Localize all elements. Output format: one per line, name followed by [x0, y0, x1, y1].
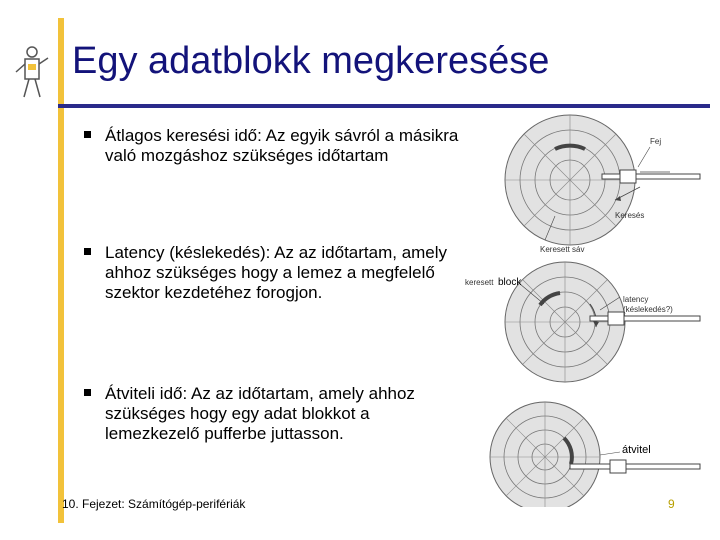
bullet-text: Latency (késlekedés): Az az időtartam, amely ahhoz szükséges hogy a lemez a megfelelő szektor kezdetéhez forogjon. [105, 243, 448, 302]
mascot-logo-icon [12, 42, 52, 102]
slide-title: Egy adatblokk megkeresése [72, 40, 550, 82]
bullet-text: Átlagos keresési idő: Az egyik sávról a másikra való mozgáshoz szükséges időtartam [105, 126, 459, 165]
label-seek: Keresés [615, 211, 645, 220]
page-number: 9 [668, 497, 675, 511]
label-latency: latency [623, 295, 649, 304]
title-divider [58, 104, 710, 108]
disk-seek-diagram [505, 115, 700, 254]
bullet-seek-time [84, 126, 459, 166]
label-head: Fej [650, 137, 662, 146]
bullet-square-icon [84, 389, 91, 396]
disk-diagram [460, 112, 710, 507]
bullet-square-icon [84, 131, 91, 138]
label-transfer: átvitel [622, 444, 651, 456]
bullet-latency [84, 243, 459, 303]
label-searched: keresett [465, 278, 494, 287]
disk-transfer-diagram [490, 402, 700, 507]
label-target-track: Keresett sáv [540, 245, 585, 254]
bullet-text: Átviteli idő: Az az időtartam, amely ahhoz szükséges hogy egy adat blokkot a lemezkezelő pufferbe juttasson. [105, 384, 415, 443]
label-block: block [498, 277, 522, 288]
accent-bar [58, 18, 64, 523]
disk-latency-diagram [465, 262, 700, 382]
label-latency-hu: (késlekedés?) [623, 305, 673, 314]
footer-chapter: 10. Fejezet: Számítógép-perifériák [62, 497, 246, 511]
bullet-square-icon [84, 248, 91, 255]
bullet-transfer-time [84, 384, 459, 444]
